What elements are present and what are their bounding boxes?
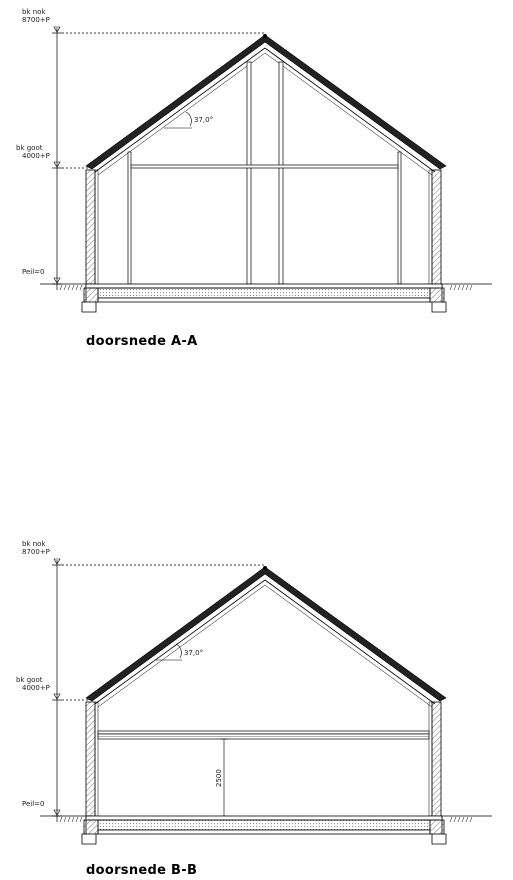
level-ground-label: Peil=0 — [22, 800, 45, 808]
section-title: doorsnede B-B — [86, 863, 198, 878]
level-dimension-line — [52, 28, 265, 290]
level-ridge-value: 8700+P — [22, 548, 50, 556]
level-eaves-value: 4000+P — [22, 152, 50, 160]
level-ridge-value: 8700+P — [22, 16, 50, 24]
level-eaves-label: bk goot — [16, 144, 43, 152]
roof-angle-label: 37,0° — [184, 649, 204, 657]
roof-angle-label: 37,0° — [194, 116, 214, 124]
level-ridge-label: bk nok — [22, 8, 46, 16]
roof — [86, 566, 446, 707]
walls — [86, 170, 441, 284]
foundation — [82, 284, 446, 312]
foundation — [82, 816, 446, 844]
first-floor — [98, 731, 429, 739]
level-eaves-value: 4000+P — [22, 684, 50, 692]
roof — [86, 34, 446, 175]
timber-frame — [128, 62, 401, 284]
walls — [86, 702, 441, 816]
floor-height-label: 2500 — [215, 769, 223, 787]
level-ridge-label: bk nok — [22, 540, 46, 548]
roof-angle-annotation — [164, 112, 192, 128]
section-b-b — [16, 540, 492, 878]
level-eaves-label: bk goot — [16, 676, 43, 684]
section-a-a — [16, 8, 492, 349]
level-dimension-line — [52, 560, 265, 822]
section-title: doorsnede A-A — [86, 334, 198, 349]
level-ground-label: Peil=0 — [22, 268, 45, 276]
